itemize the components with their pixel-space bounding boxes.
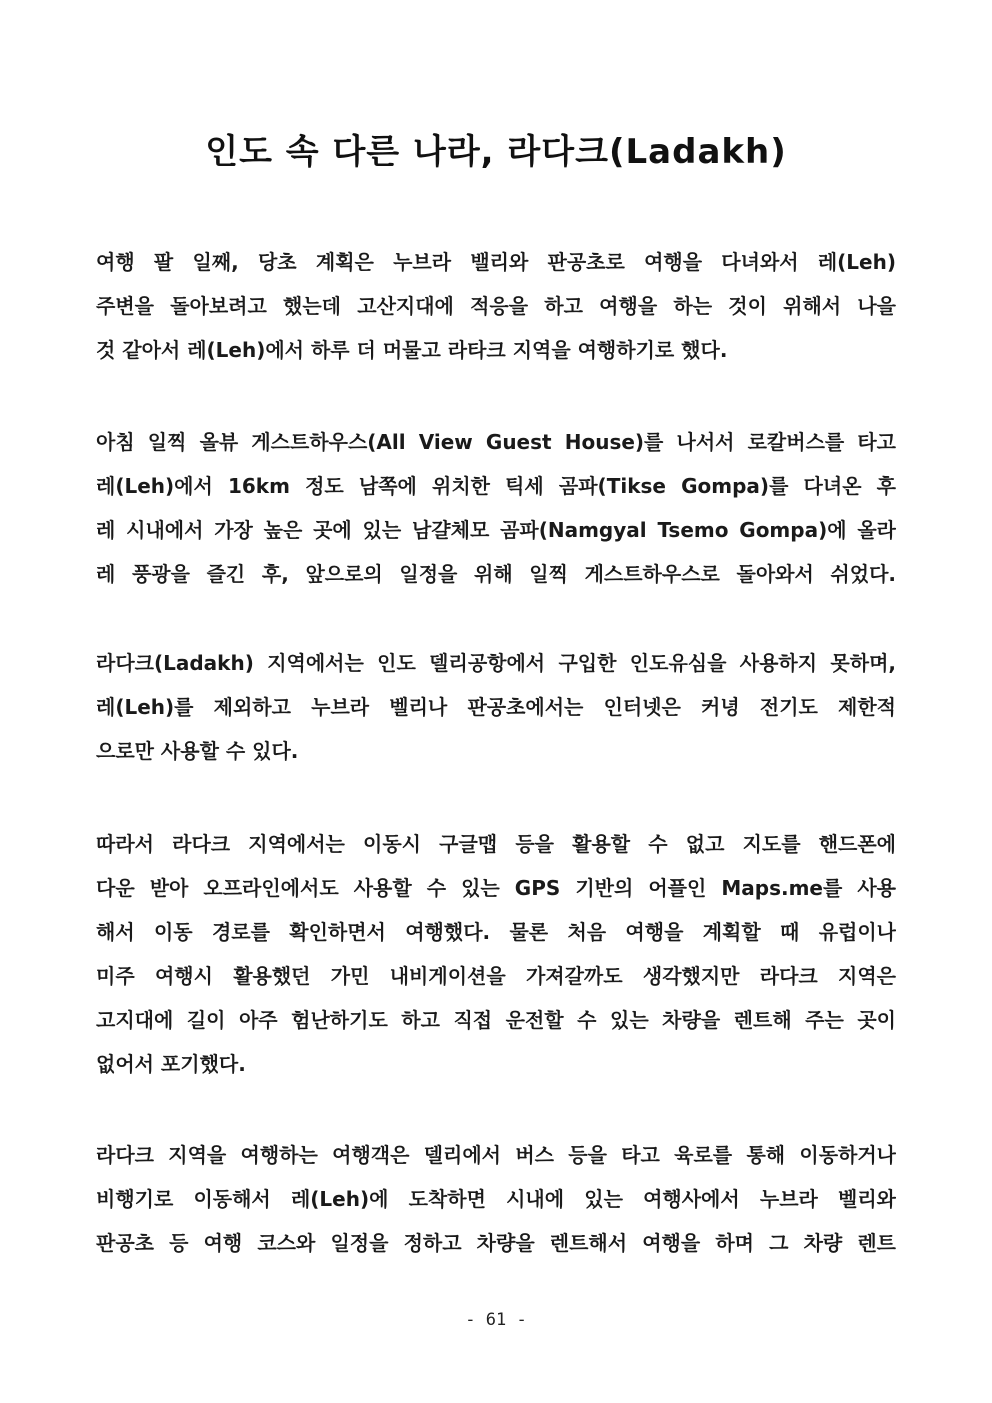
paragraph-line: 레(Leh)를 제외하고 누브라 벨리나 판공초에서는 인터넷은 커녕 전기도 제한적 [96, 695, 896, 719]
paragraph-2 [96, 420, 896, 596]
paragraph-line: 고지대에 길이 아주 험난하기도 하고 직접 운전할 수 있는 차량을 렌트해 주는 곳이 [96, 1008, 896, 1032]
page-number: - 61 - [465, 1310, 527, 1330]
paragraph-line: 레 시내에서 가장 높은 곳에 있는 남걀체모 곰파(Namgyal Tsemo Gompa)에 올라 [96, 518, 896, 542]
paragraph-line: 레(Leh)에서 16km 정도 남쪽에 위치한 틱세 곰파(Tikse Gompa)를 다녀온 후 [96, 474, 896, 498]
paragraph-3 [96, 641, 896, 773]
paragraph-line: 해서 이동 경로를 확인하면서 여행했다. 물론 처음 여행을 계획할 때 유럽이나 [96, 920, 896, 944]
paragraph-line: 것 같아서 레(Leh)에서 하루 더 머물고 라타크 지역을 여행하기로 했다. [96, 338, 728, 362]
paragraph-line: 판공초 등 여행 코스와 일정을 정하고 차량을 렌트해서 여행을 하며 그 차량 렌트 [96, 1231, 896, 1255]
paragraph-line: 여행 팔 일째, 당초 계획은 누브라 밸리와 판공초로 여행을 다녀와서 레(Leh) [96, 250, 896, 274]
paragraph-line: 따라서 라다크 지역에서는 이동시 구글맵 등을 활용할 수 없고 지도를 핸드폰에 [96, 832, 896, 856]
paragraph-line: 라다크 지역을 여행하는 여행객은 델리에서 버스 등을 타고 육로를 통해 이동하거나 [96, 1143, 896, 1167]
paragraph-line: 미주 여행시 활용했던 가민 내비게이션을 가져갈까도 생각했지만 라다크 지역은 [96, 964, 896, 988]
paragraph-line: 비행기로 이동해서 레(Leh)에 도착하면 시내에 있는 여행사에서 누브라 벨리와 [96, 1187, 896, 1211]
paragraph-5 [96, 1133, 896, 1265]
paragraph-4 [96, 822, 896, 1086]
paragraph-line: 으로만 사용할 수 있다. [96, 739, 299, 763]
page-title: 인도 속 다른 나라, 라다크(Ladakh) [205, 132, 787, 172]
paragraph-line: 주변을 돌아보려고 했는데 고산지대에 적응을 하고 여행을 하는 것이 위해서 나을 [96, 294, 896, 318]
paragraph-1 [96, 240, 896, 372]
paragraph-line: 라다크(Ladakh) 지역에서는 인도 델리공항에서 구입한 인도유심을 사용하지 못하며, [96, 651, 896, 675]
paragraph-line: 레 풍광을 즐긴 후, 앞으로의 일정을 위해 일찍 게스트하우스로 돌아와서 쉬었다. [96, 562, 896, 586]
paragraph-line: 없어서 포기했다. [96, 1052, 246, 1076]
paragraph-line: 아침 일찍 올뷰 게스트하우스(All View Guest House)를 나서서 로칼버스를 타고 [96, 430, 896, 454]
paragraph-line: 다운 받아 오프라인에서도 사용할 수 있는 GPS 기반의 어플인 Maps.me를 사용 [96, 876, 896, 900]
